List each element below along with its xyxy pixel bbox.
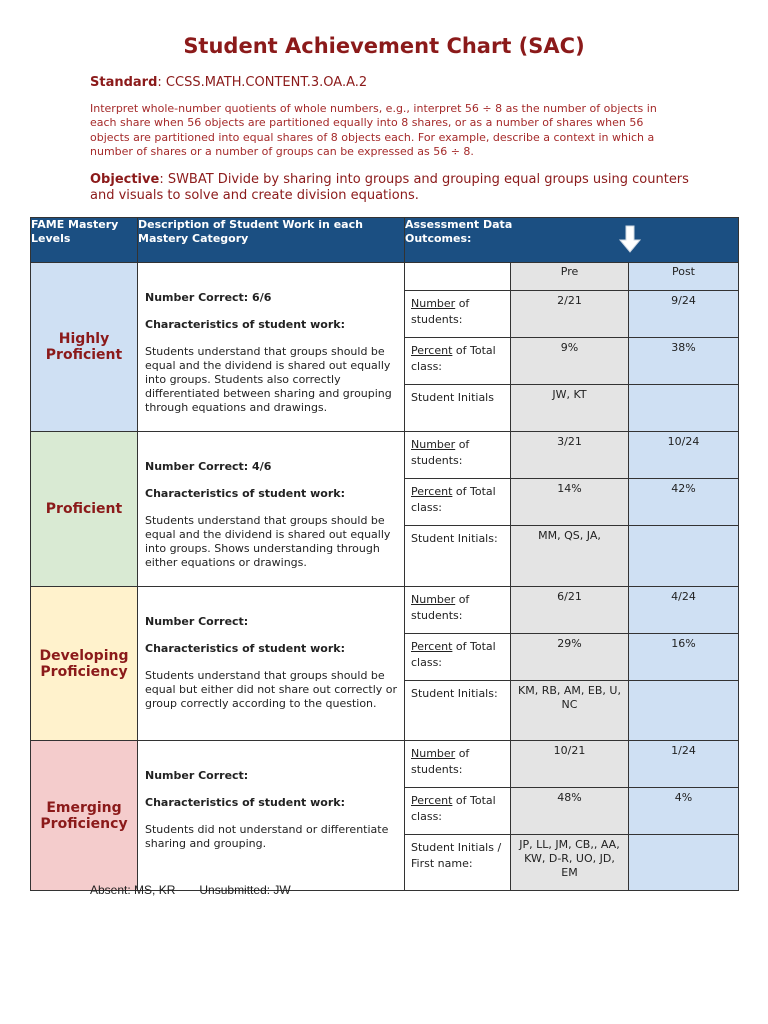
pre-value: 9% [511,338,629,385]
post-value: 16% [629,634,739,681]
row-label [405,788,511,835]
post-value: 10/24 [629,432,739,479]
standard-line [90,75,367,90]
pre-value: 48% [511,788,629,835]
characteristics-label: Characteristics of student work: [145,642,346,655]
post-value [629,385,739,432]
header-assessment-label: Assessment Data Outcomes: [405,218,513,245]
number-correct: Number Correct: [145,615,249,628]
footer-note [90,883,315,897]
objective [90,172,690,204]
work-description-developing-proficiency [138,587,405,741]
pre-value: 2/21 [511,291,629,338]
post-value: 1/24 [629,741,739,788]
row-label [405,587,511,634]
row-label-underlined: Number [411,593,456,606]
pre-header: Pre [511,263,629,291]
number-correct: Number Correct: 4/6 [145,460,272,473]
level-developing-proficiency: Developing Proficiency [31,587,138,741]
work-description-highly-proficient [138,263,405,432]
row-label-underlined: Percent [411,485,453,498]
pre-value: 10/21 [511,741,629,788]
characteristics-label: Characteristics of student work: [145,318,346,331]
pre-value: 3/21 [511,432,629,479]
table-body [31,263,739,891]
row-label [405,681,511,741]
post-value [629,681,739,741]
row-label [405,479,511,526]
row-label-text: Student Initials / First name: [411,841,502,870]
post-value: 4% [629,788,739,835]
table-row [31,587,739,634]
row-label-underlined: Number [411,747,456,760]
pre-value: 6/21 [511,587,629,634]
row-label-text: of students: [411,593,470,622]
post-value: 9/24 [629,291,739,338]
characteristics-label: Characteristics of student work: [145,796,346,809]
row-label-underlined: Number [411,438,456,451]
row-label-text: of students: [411,747,470,776]
row-label-underlined: Number [411,297,456,310]
row-label-underlined: Percent [411,794,453,807]
absent-note: Absent: MS, KR [90,883,176,897]
characteristics-label: Characteristics of student work: [145,487,346,500]
pre-value: JW, KT [511,385,629,432]
standard-code: : CCSS.MATH.CONTENT.3.OA.A.2 [157,75,368,90]
row-label [405,338,511,385]
row-label-text: of Total class: [411,794,496,823]
row-label-text: of students: [411,438,470,467]
work-description-emerging-proficiency [138,741,405,891]
row-label [405,741,511,788]
unsubmitted-note: Unsubmitted: JW [199,883,291,897]
header-assessment [405,218,739,263]
level-proficient: Proficient [31,432,138,587]
table-header-row [31,218,739,263]
characteristics-text: Students understand that groups should be equal but either did not share out correctly or group correctly according to the question. [145,669,398,710]
post-value: 42% [629,479,739,526]
pre-value: 29% [511,634,629,681]
pre-value: MM, QS, JA, [511,526,629,587]
post-header: Post [629,263,739,291]
post-value: 38% [629,338,739,385]
number-correct: Number Correct: [145,769,249,782]
page-title: Student Achievement Chart (SAC) [183,34,585,58]
row-label-text: of students: [411,297,470,326]
row-label-text: Student Initials: [411,687,498,700]
characteristics-text: Students understand that groups should be equal and the dividend is shared out equally into groups. Students also correctly differentiated between sharing and grouping through equations and drawings. [145,345,392,414]
row-label [405,526,511,587]
post-value [629,526,739,587]
pre-value: 14% [511,479,629,526]
pre-post-header-row [31,263,739,291]
work-description-proficient [138,432,405,587]
row-label [405,835,511,891]
blank-header-cell [405,263,511,291]
achievement-table [30,217,739,891]
pre-value: JP, LL, JM, CB,, AA, KW, D-R, UO, JD, EM [511,835,629,891]
objective-text: : SWBAT Divide by sharing into groups and grouping equal groups using counters and visuals to solve and create division equations. [90,172,689,203]
row-label [405,432,511,479]
row-label [405,291,511,338]
number-correct: Number Correct: 6/6 [145,291,272,304]
level-highly-proficient: Highly Proficient [31,263,138,432]
post-value [629,835,739,891]
row-label-underlined: Percent [411,344,453,357]
objective-label: Objective [90,172,160,187]
row-label [405,634,511,681]
standard-description: Interpret whole-number quotients of whole numbers, e.g., interpret 56 ÷ 8 as the number of objects in each share when 56 objects are partitioned equally into 8 shares, or as a number of shares when 56 objects are partitioned into equal shares of 8 objects each. For example, describe a context in which a number of shares or a number of groups can be expressed as 56 ÷ 8. [90,102,657,158]
table-row [31,741,739,788]
standard-label: Standard [90,75,158,90]
characteristics-text: Students understand that groups should be equal and the dividend is shared out equally into groups. Shows understanding through either equations or drawings. [145,514,391,569]
row-label-text: Student Initials [411,391,494,404]
header-levels: FAME Mastery Levels [31,218,138,263]
row-label-text: of Total class: [411,485,496,514]
row-label [405,385,511,432]
level-emerging-proficiency: Emerging Proficiency [31,741,138,891]
down-arrow-icon [619,224,641,254]
post-value: 4/24 [629,587,739,634]
header-description: Description of Student Work in each Mastery Category [138,218,405,263]
row-label-underlined: Percent [411,640,453,653]
pre-value: KM, RB, AM, EB, U, NC [511,681,629,741]
row-label-text: Student Initials: [411,532,498,545]
table-row [31,432,739,479]
row-label-text: of Total class: [411,640,496,669]
row-label-text: of Total class: [411,344,496,373]
characteristics-text: Students did not understand or differentiate sharing and grouping. [145,823,389,850]
